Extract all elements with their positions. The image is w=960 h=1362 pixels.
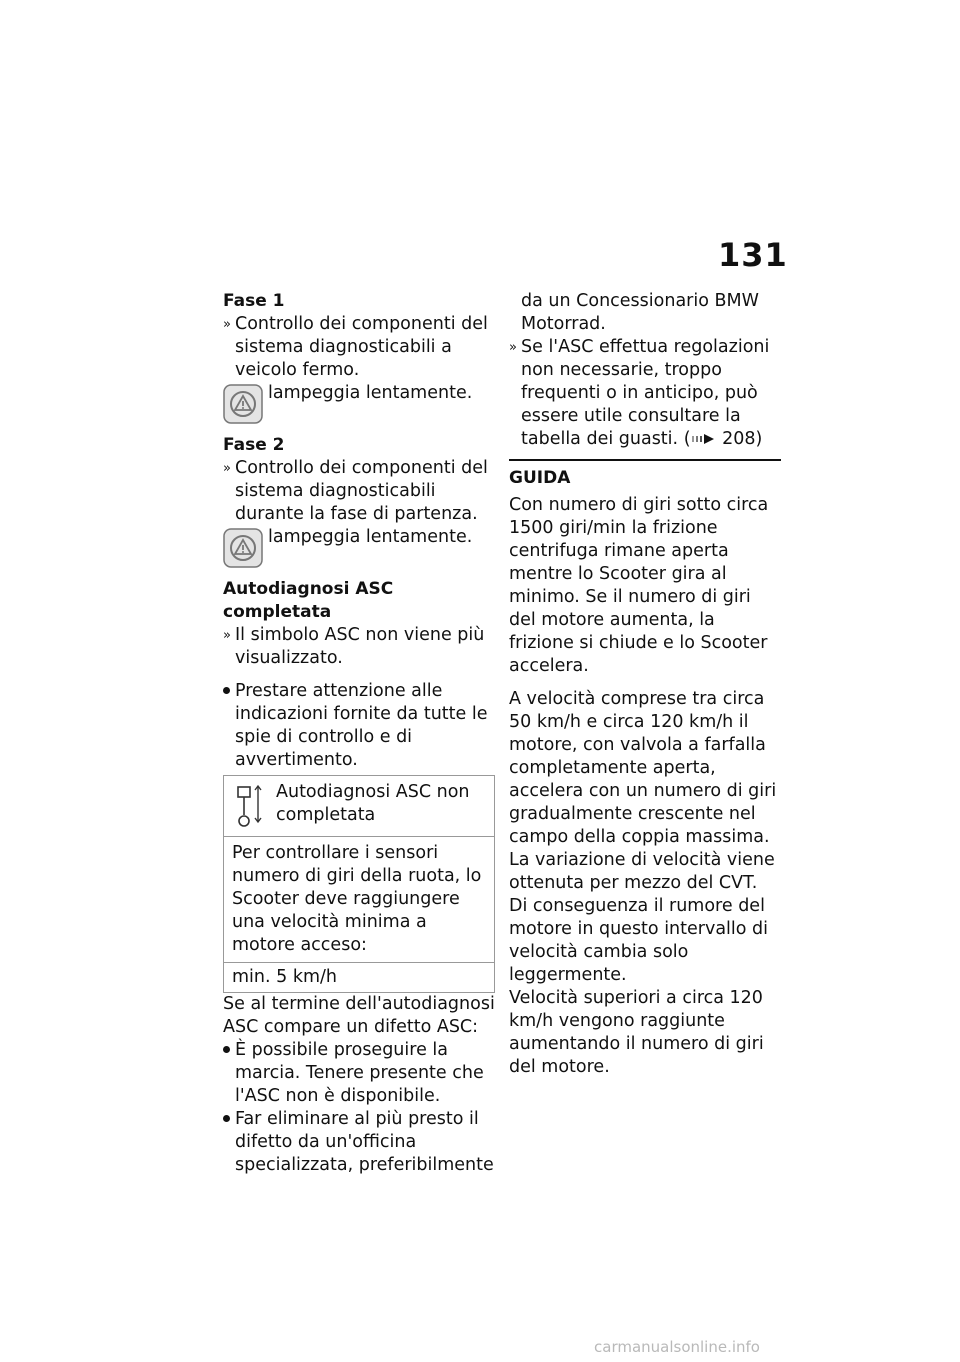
difetto-item-1-text: È possibile proseguire la marcia. Tenere presente che l'ASC non è disponibile. [235, 1040, 484, 1106]
asc-warning-icon [223, 528, 263, 568]
fase2-bullet-text: Controllo dei componenti del sistema diagnosticabili durante la fase di partenza. [235, 458, 488, 524]
attenzione-text: Prestare attenzione alle indicazioni fornite da tutte le spie di controllo e di avvertimento. [235, 681, 488, 770]
guida-paragraph-2: A velocità comprese tra circa 50 km/h e circa 120 km/h il motore, con valvola a farfalla completamente aperta, accelera con un numero di giri gradualmente crescente nel campo della coppia massima. La variazione di velocità viene ottenuta per mezzo del CVT. Di conseguenza il rumore del motore in questo intervallo di velocità cambia solo leggermente. [509, 689, 777, 985]
arrow-bullet-icon: » [223, 628, 231, 643]
ref-open: ( [683, 429, 691, 449]
dot-bullet-icon [223, 1039, 235, 1108]
completata-bullet [223, 624, 495, 670]
fase2-indicator-text: lampeggia lentamente. [268, 527, 473, 547]
continuation-text: da un Concessionario BMW Motorrad. [521, 291, 759, 334]
fase1-indicator [223, 382, 495, 424]
fase1-bullet-text: Controllo dei componenti del sistema diagnosticabili a veicolo fermo. [235, 314, 488, 380]
fase2-bullet [223, 457, 495, 526]
page-reference-arrow-icon [691, 432, 717, 446]
info-box-title: Autodiagnosi ASC non completata [276, 782, 470, 825]
arrow-bullet-icon: » [223, 317, 231, 332]
left-column [223, 290, 495, 1177]
info-box [223, 775, 495, 993]
asc-warning-icon [223, 384, 263, 424]
info-box-body: Per controllare i sensori numero di giri della ruota, lo Scooter deve raggiungere una velocità minima a motore acceso: [224, 837, 494, 963]
difetto-item-2-text: Far eliminare al più presto il difetto da un'officina specializzata, preferibilmente [235, 1109, 494, 1175]
attenzione-item [223, 680, 495, 772]
arrow-bullet-icon: » [509, 340, 517, 355]
asc-bullet-body [521, 336, 781, 451]
dot-bullet-icon [223, 680, 235, 772]
guida-title: GUIDA [509, 468, 571, 488]
watermark: carmanualsonline.info [594, 1338, 760, 1356]
continuation [509, 290, 781, 336]
info-box-value: min. 5 km/h [232, 967, 337, 987]
difetto-item-1 [223, 1039, 495, 1108]
sensor-wrench-icon [230, 781, 270, 831]
difetto-item-2 [223, 1108, 495, 1177]
fase2-title: Fase 2 [223, 435, 285, 455]
fase1-bullet [223, 313, 495, 382]
fase1-indicator-text: lampeggia lentamente. [268, 383, 473, 403]
dot-bullet-icon [223, 1108, 235, 1177]
page-reference[interactable]: 208) [722, 429, 763, 449]
completata-title: Autodiagnosi ASC completata [223, 579, 394, 622]
section-rule [509, 459, 781, 461]
guida-paragraph-1: Con numero di giri sotto circa 1500 giri/min la frizione centrifuga rimane aperta mentre lo Scooter gira al minimo. Se il numero di giri del motore aumenta, la frizione si chiude e lo Scooter accelera. [509, 495, 769, 676]
guida-paragraph-3: Velocità superiori a circa 120 km/h vengono raggiunte aumentando il numero di giri del motore. [509, 988, 764, 1077]
right-column [509, 290, 781, 1079]
completata-bullet-text: Il simbolo ASC non viene più visualizzato. [235, 625, 485, 668]
asc-bullet [509, 336, 781, 451]
arrow-bullet-icon: » [223, 461, 231, 476]
asc-bullet-text: Se l'ASC effettua regolazioni non necessarie, troppo frequenti o in anticipo, può essere utile consultare la tabella dei guasti. [521, 337, 770, 449]
fase1-title: Fase 1 [223, 291, 285, 311]
difetto-intro: Se al termine dell'autodiagnosi ASC compare un difetto ASC: [223, 994, 495, 1037]
info-box-header [224, 776, 494, 837]
fase2-indicator [223, 526, 495, 568]
page-number: 131 [718, 236, 788, 274]
